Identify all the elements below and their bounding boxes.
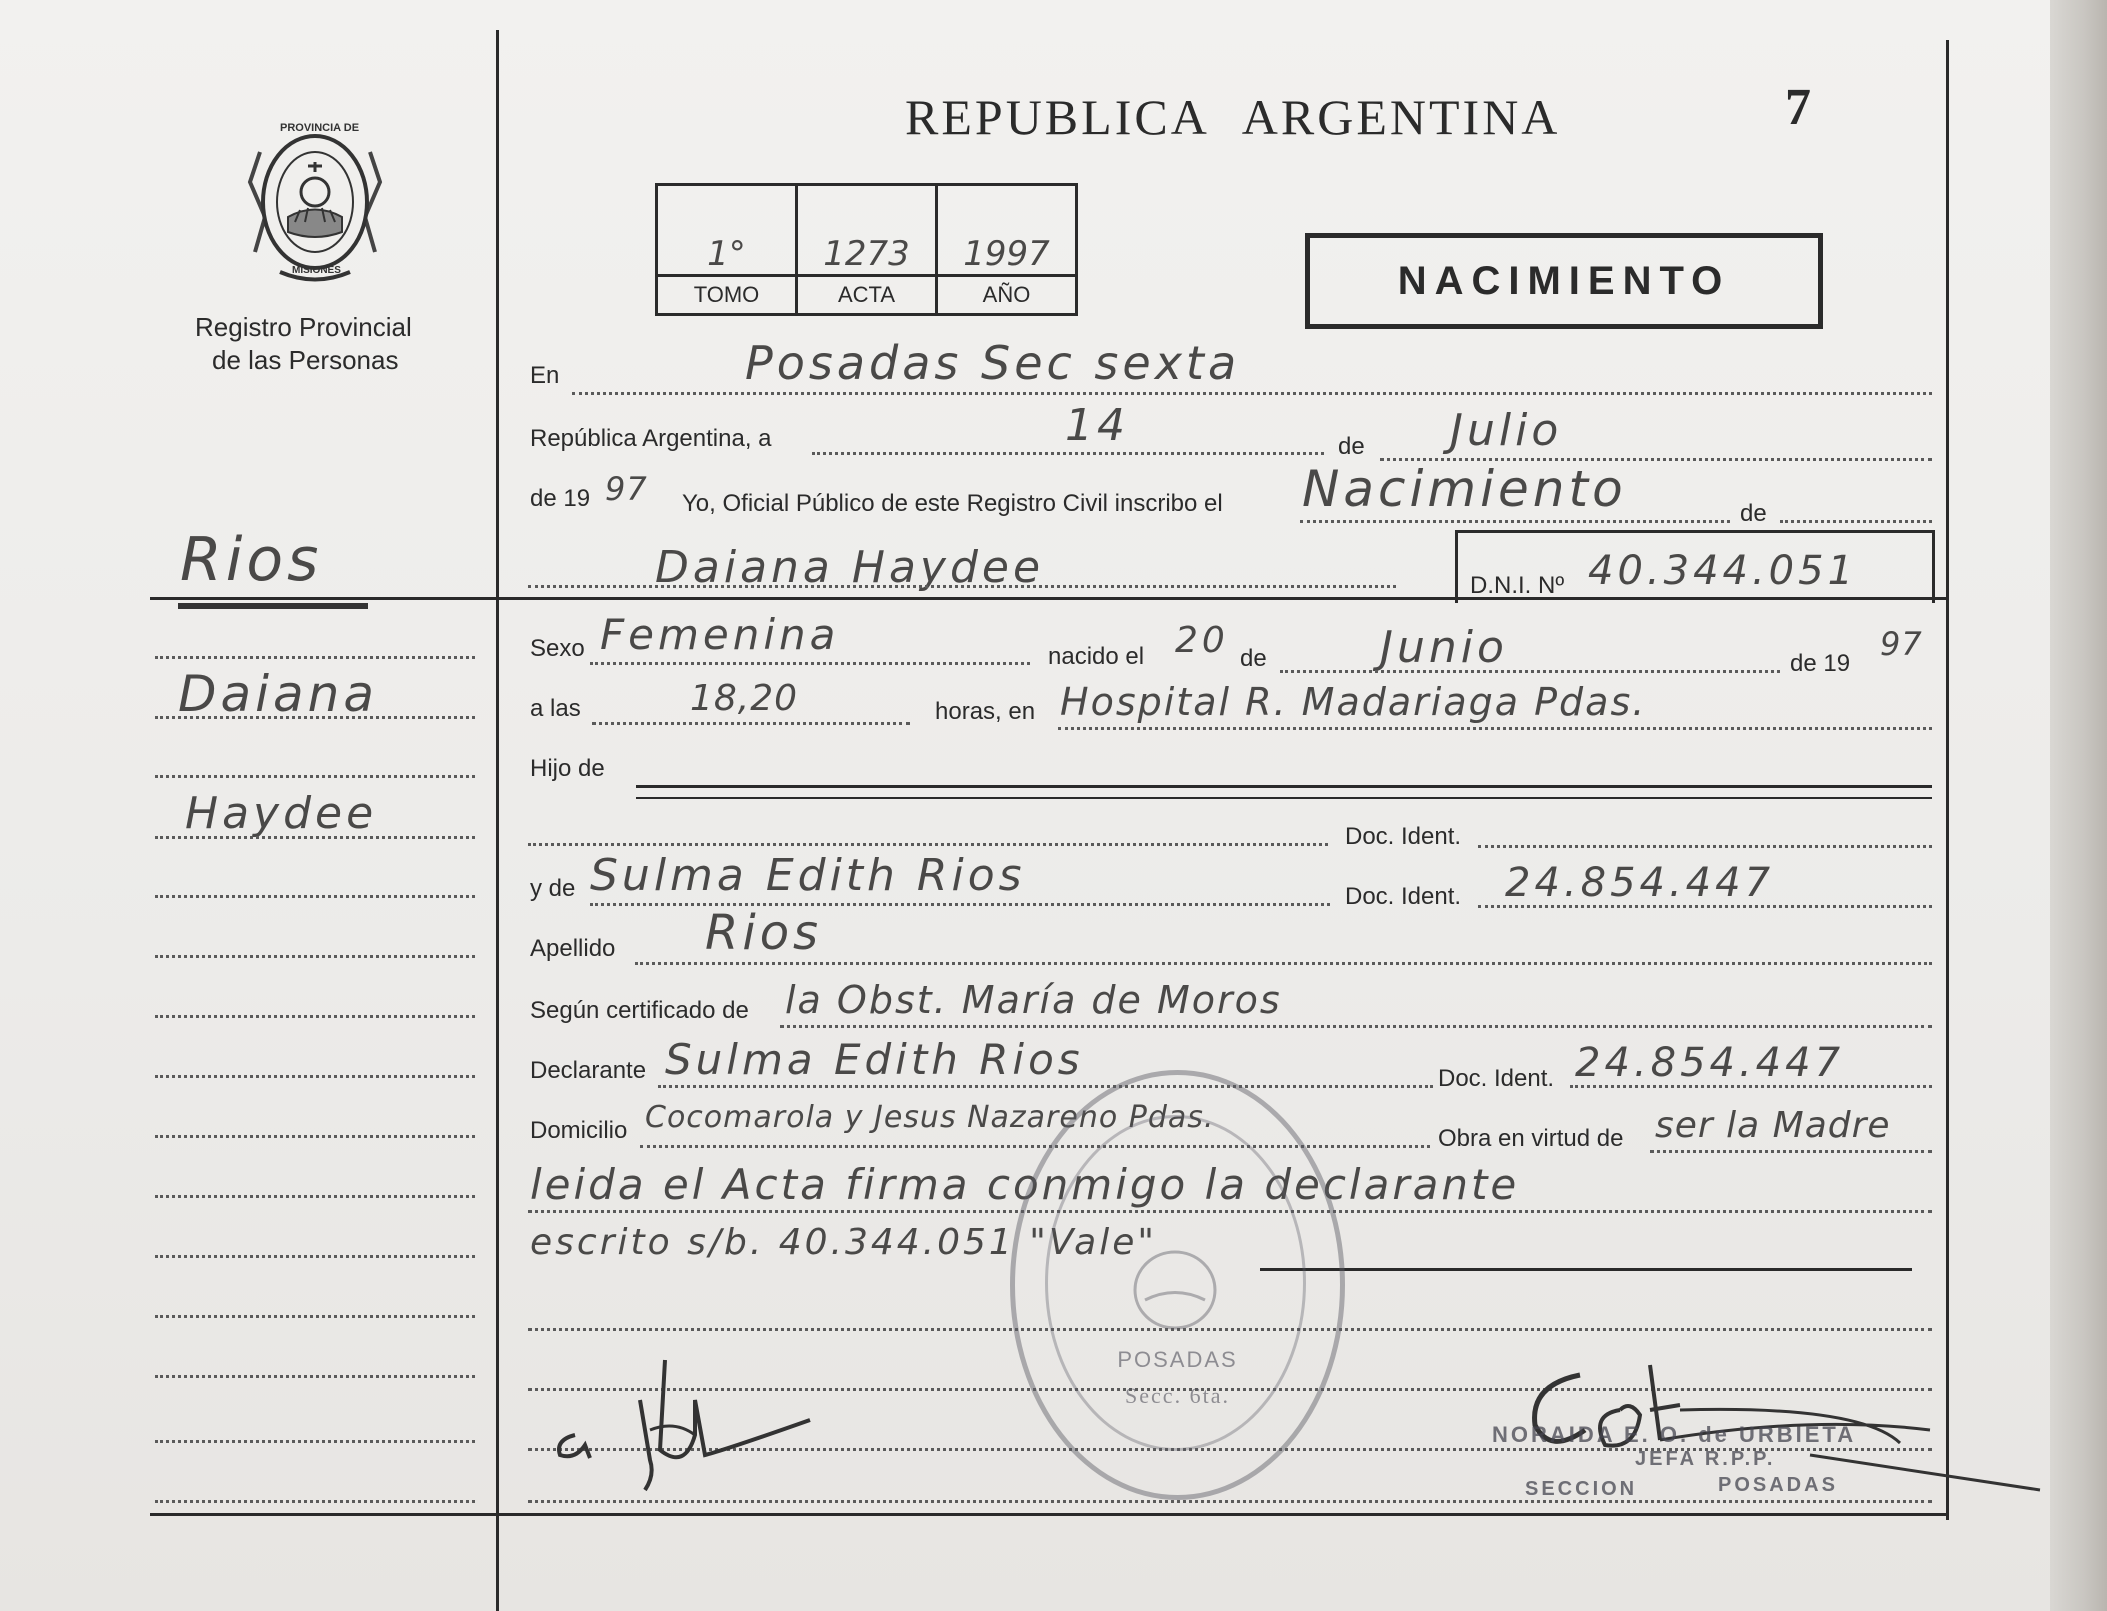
margin-line xyxy=(155,1500,475,1503)
right-border xyxy=(1946,40,1949,1520)
official-city: POSADAS xyxy=(1718,1474,1838,1496)
en-value: Posadas Sec sexta xyxy=(745,336,1241,390)
acta-header: ACTA xyxy=(797,276,937,315)
de-label: de xyxy=(1338,433,1365,460)
seal-emblem-icon xyxy=(1125,1245,1225,1335)
mother-value: Sulma Edith Rios xyxy=(590,850,1026,901)
declarante-value: Sulma Edith Rios xyxy=(665,1035,1084,1084)
margin-line xyxy=(155,836,475,839)
republica-label: República Argentina, a xyxy=(530,425,772,452)
declarante-doc-value: 24.854.447 xyxy=(1575,1040,1845,1086)
margin-line xyxy=(155,656,475,659)
en-line xyxy=(572,392,1932,395)
name-value: Daiana Haydee xyxy=(655,542,1045,593)
official-name: NORAIDA E. O. de URBIETA xyxy=(1492,1422,1857,1447)
tomo-header: TOMO xyxy=(657,276,797,315)
domicilio-line xyxy=(640,1145,1430,1148)
month-value: Julio xyxy=(1450,405,1563,456)
margin-line xyxy=(155,1315,475,1318)
year-value: 97 xyxy=(605,470,648,508)
registry-name-line1: Registro Provincial xyxy=(195,312,412,342)
margin-line xyxy=(155,1255,475,1258)
acta-value: 1273 xyxy=(823,234,910,274)
margin-line xyxy=(155,1195,475,1198)
note-line1: leida el Acta firma conmigo la declarante xyxy=(530,1160,1520,1209)
de-label-3: de xyxy=(1240,645,1267,672)
declarante-doc-line xyxy=(1570,1085,1932,1088)
declarante-label: Declarante xyxy=(530,1057,647,1084)
obra-line xyxy=(1650,1150,1932,1153)
segun-value: la Obst. María de Moros xyxy=(785,978,1282,1022)
mother-doc-value: 24.854.447 xyxy=(1505,860,1775,906)
ano-value-cell xyxy=(937,185,1077,276)
de19-label-2: de 19 xyxy=(1790,650,1851,677)
margin-line xyxy=(155,1015,475,1018)
apellido-value: Rios xyxy=(705,905,823,961)
place-line xyxy=(1058,727,1932,730)
margin-name2: Haydee xyxy=(185,788,378,839)
page-edge xyxy=(2050,0,2107,1611)
margin-line xyxy=(155,895,475,898)
tomo-value-cell xyxy=(657,185,797,276)
y-de-label: y de xyxy=(530,875,576,902)
hour-value: 18,20 xyxy=(690,678,799,719)
acta-value-cell xyxy=(797,185,937,276)
margin-line xyxy=(155,716,475,719)
note-line-rule-2 xyxy=(1260,1268,1912,1271)
declarante-line xyxy=(658,1085,1433,1088)
page-title: REPUBLICA ARGENTINA xyxy=(905,89,1561,145)
dni-value: 40.344.051 xyxy=(1588,548,1858,594)
registry-seal xyxy=(1010,1070,1345,1500)
margin-line xyxy=(155,1440,475,1443)
margin-name1: Daiana xyxy=(178,665,379,723)
emblem-bottom-text: MISIONES xyxy=(292,265,341,276)
mother-doc-line xyxy=(1478,905,1932,908)
segun-line xyxy=(780,1025,1932,1028)
province-emblem-icon xyxy=(240,122,390,287)
registry-name-line2: de las Personas xyxy=(212,345,399,375)
apellido-label: Apellido xyxy=(530,935,616,962)
doc-ident-label-2: Doc. Ident. xyxy=(1345,883,1462,910)
seal-section: Secc. 6ta. xyxy=(1125,1383,1230,1408)
name-line xyxy=(528,585,1396,588)
note-line2: escrito s/b. 40.344.051 "Vale" xyxy=(530,1222,1157,1263)
margin-line xyxy=(155,775,475,778)
margin-line xyxy=(155,1075,475,1078)
doc-ident-label-3: Doc. Ident. xyxy=(1438,1065,1555,1092)
born-month-line xyxy=(1280,670,1780,673)
yo-label: Yo, Oficial Público de este Registro Civil inscribo el xyxy=(682,490,1223,517)
document-type-box: NACIMIENTO xyxy=(1305,233,1823,329)
day-value: 14 xyxy=(1065,400,1129,451)
declarant-signature xyxy=(545,1340,825,1505)
born-year-value: 97 xyxy=(1880,625,1923,663)
de-label-2: de xyxy=(1740,500,1767,527)
margin-line xyxy=(155,1135,475,1138)
en-label: En xyxy=(530,362,560,389)
left-column-divider xyxy=(496,30,499,1611)
ano-header: AÑO xyxy=(937,276,1077,315)
segun-label: Según certificado de xyxy=(530,997,749,1024)
dni-label: D.N.I. Nº xyxy=(1470,572,1565,599)
margin-line xyxy=(155,1375,475,1378)
inscribo-value: Nacimiento xyxy=(1302,460,1627,518)
tomo-value: 1° xyxy=(707,234,746,274)
official-section: SECCION xyxy=(1525,1478,1638,1500)
hijo-line xyxy=(636,785,1932,788)
a-las-label: a las xyxy=(530,695,581,722)
hour-line xyxy=(592,722,910,725)
emblem-top-text: PROVINCIA DE xyxy=(280,122,360,134)
official-role: JEFA R.P.P. xyxy=(1635,1448,1776,1470)
page-number: 7 xyxy=(1785,79,1811,136)
doc-ident-label: Doc. Ident. xyxy=(1345,823,1462,850)
sexo-line xyxy=(590,662,1030,665)
domicilio-value: Cocomarola y Jesus Nazareno Pdas. xyxy=(645,1100,1215,1135)
born-day-value: 20 xyxy=(1175,620,1229,661)
hijo-label: Hijo de xyxy=(530,755,605,782)
hijo-line-2 xyxy=(636,797,1932,799)
de-line-2 xyxy=(1780,520,1932,523)
horas-label: horas, en xyxy=(935,698,1036,725)
seal-city: POSADAS xyxy=(1117,1347,1238,1372)
father-doc-line xyxy=(1478,845,1932,848)
de19-label: de 19 xyxy=(530,485,591,512)
nacido-label: nacido el xyxy=(1048,643,1145,670)
born-month-value: Junio xyxy=(1380,622,1508,673)
margin-surname: Rios xyxy=(180,525,323,595)
ano-value: 1997 xyxy=(963,234,1050,274)
place-value: Hospital R. Madariaga Pdas. xyxy=(1060,680,1647,724)
sexo-value: Femenina xyxy=(600,610,840,659)
mother-line xyxy=(590,903,1330,906)
day-line xyxy=(812,452,1324,455)
obra-label: Obra en virtud de xyxy=(1438,1125,1624,1152)
margin-line xyxy=(155,955,475,958)
obra-value: ser la Madre xyxy=(1655,1105,1891,1146)
domicilio-label: Domicilio xyxy=(530,1117,628,1144)
record-table xyxy=(655,183,1078,316)
apellido-line xyxy=(635,962,1932,965)
surname-underline xyxy=(178,603,368,609)
sexo-label: Sexo xyxy=(530,635,585,662)
inscribo-line xyxy=(1300,520,1730,523)
father-line xyxy=(528,843,1328,846)
